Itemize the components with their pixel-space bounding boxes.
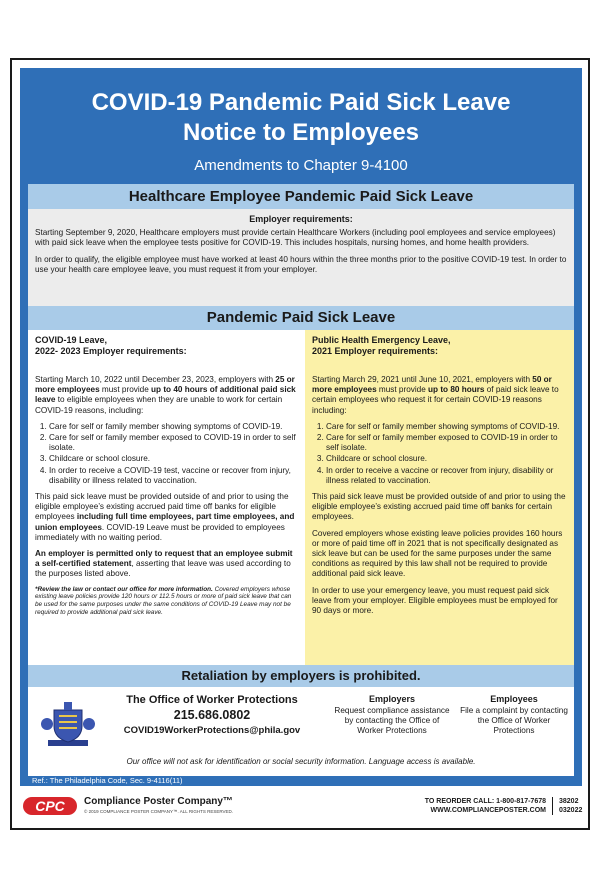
employees-text: File a complaint by contacting the Office of Worker Protections (460, 706, 568, 735)
covid-leave-paragraph-3: An employer is permitted only to request that an employee submit a self-certified statement, asserting that leave was used according to the purposes listed above. (35, 549, 293, 579)
list-item: 2. Care for self or family member exposed to COVID-19 in order to self isolate. (326, 433, 567, 453)
poster-page (10, 58, 590, 830)
emergency-leave-heading-line-1: Public Health Emergency Leave, (312, 335, 451, 345)
company-copyright: © 2019 COMPLIANCE POSTER COMPANY™. ALL RIGHTS RESERVED. (84, 809, 234, 814)
svg-text:CPC: CPC (35, 798, 65, 814)
healthcare-paragraph-2: In order to qualify, the eligible employee must have worked at least 40 hours within the three months prior to the positive COVID-19 test. In order to use your health care employee leave, you must request it from your employer. (35, 254, 567, 274)
emergency-leave-paragraph-3: Covered employers whose existing leave policies provides 160 hours or more of paid time off in 2021 that is not specifically designated as sick leave but can be used for the same purposes under the same conditions as required by this law shall not be required to provide additional paid sick leave. (312, 528, 563, 579)
emergency-leave-paragraph-2: This paid sick leave must be provided outside of and prior to using the eligible employee’s existing accrued paid time off banks for certain employees. (312, 492, 566, 522)
cpc-logo-icon (22, 795, 78, 817)
healthcare-section (28, 209, 574, 306)
emergency-leave-column (305, 330, 574, 665)
list-item: 4. In order to receive a COVID-19 test, vaccine or recover from injury, disability or illness related to vaccination. (49, 466, 298, 486)
employees-heading: Employees (490, 694, 538, 704)
poster-title (20, 88, 582, 148)
covid-leave-paragraph-2: This paid sick leave must be provided outside of and prior to using the eligible employee’s existing accrued paid time off banks for eligible employees including full time employees, part time employees, and union employees. COVID-19 Leave must be provided to employees immediately with no waiting period. (35, 492, 295, 542)
employees-info (458, 694, 570, 736)
pandemic-heading: Pandemic Paid Sick Leave (28, 306, 574, 330)
list-item: 3. Childcare or school closure. (326, 454, 567, 464)
covid-leave-heading-line-2: 2022- 2023 Employer requirements: (35, 346, 187, 356)
reorder-website: WWW.COMPLIANCEPOSTER.COM (430, 807, 546, 814)
covid-leave-note: *Review the law or contact our office for more information. Covered employers whose existing leave policies provide 120 hours or 112.5 hours or more of paid sick leave that can be used for the same purposes under the same conditions of COVID-19 Leave may not be required to provide additional paid sick leave. (35, 585, 292, 617)
contact-section (28, 687, 574, 776)
office-contact (98, 693, 326, 737)
emergency-leave-heading (312, 335, 567, 357)
covid-leave-reasons-list (49, 422, 298, 486)
list-item: 3. Childcare or school closure. (49, 454, 298, 464)
poster-code-2: 032022 (559, 807, 583, 814)
covid-leave-heading (35, 335, 298, 357)
healthcare-heading: Healthcare Employee Pandemic Paid Sick Leave (28, 184, 574, 209)
employers-heading: Employers (368, 694, 416, 704)
emergency-leave-reasons-list (326, 422, 567, 486)
privacy-disclaimer: Our office will not ask for identification or social security information. Language access is available. (126, 757, 476, 766)
footer (20, 792, 582, 822)
healthcare-paragraph-1: Starting September 9, 2020, Healthcare employers must provide certain Healthcare Workers (including pool employees and service employees) with paid sick leave when the employee tests positive for COVID-19. This includes hospitals, nursing homes, and home health providers. (35, 227, 556, 247)
poster-code-1: 38202 (559, 798, 579, 805)
title-line-1: COVID-19 Pandemic Paid Sick Leave (91, 89, 511, 116)
office-phone: 215.686.0802 (173, 708, 251, 722)
list-item: 1. Care for self or family member showing symptoms of COVID-19. (49, 422, 298, 432)
covid-leave-column (28, 330, 305, 665)
list-item: 1. Care for self or family member showing symptoms of COVID-19. (326, 422, 567, 432)
title-line-2: Notice to Employees (182, 119, 420, 146)
covid-leave-intro: Starting March 10, 2022 until December 23, 2023, employers with 25 or more employees must provide up to 40 hours of additional paid sick leave to eligible employees when they are unable to work for certain COVID-19 reasons, including: (35, 375, 296, 415)
emergency-leave-intro: Starting March 29, 2021 until June 10, 2021, employers with 50 or more employees must provide up to 80 hours of paid sick leave to certain employees who request it for certain COVID-19 reasons including: (312, 375, 559, 415)
reorder-info (408, 797, 546, 815)
poster-codes (552, 797, 582, 815)
office-email: COVID19WorkerProtections@phila.gov (123, 725, 301, 736)
poster-subtitle: Amendments to Chapter 9-4100 (194, 157, 408, 174)
healthcare-subheading: Employer requirements: (249, 214, 353, 224)
covid-leave-heading-line-1: COVID-19 Leave, (35, 335, 108, 345)
emergency-leave-paragraph-4: In order to use your emergency leave, you must request paid sick leave from your employer. Eligible employees must be employed for 90 days or more. (312, 585, 558, 616)
code-reference: Ref.: The Philadelphia Code, Sec. 9-4116(11) (32, 776, 183, 785)
employers-text: Request compliance assistance by contacting the Office of Worker Protections (334, 706, 450, 735)
office-name: The Office of Worker Protections (126, 694, 298, 706)
employers-info (333, 694, 451, 736)
city-seal-icon (40, 700, 96, 752)
company-name: Compliance Poster Company™ (84, 796, 233, 807)
list-item: 2. Care for self or family member exposed to COVID-19 in order to self isolate. (49, 433, 298, 453)
emergency-leave-heading-line-2: 2021 Employer requirements: (312, 346, 439, 356)
poster-body (20, 68, 582, 786)
retaliation-heading: Retaliation by employers is prohibited. (28, 665, 574, 687)
reorder-phone: TO REORDER CALL: 1-800-817-7678 (424, 798, 546, 805)
list-item: 4. In order to receive a vaccine or recover from injury, disability or illness related to vaccination. (326, 466, 567, 486)
